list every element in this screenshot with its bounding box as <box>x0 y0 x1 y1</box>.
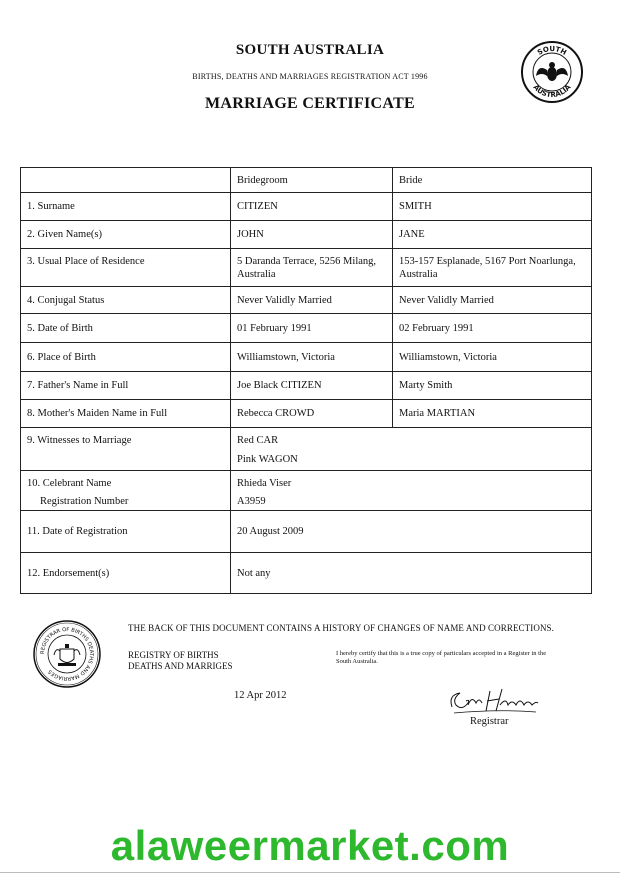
celebrant-registration-number: A3959 <box>237 496 266 507</box>
bridegroom-value: Never Validly Married <box>231 287 393 314</box>
table-row <box>21 400 592 428</box>
celebrant-name-label: 10. Celebrant Name <box>27 478 112 489</box>
row-label: 2. Given Name(s) <box>21 221 231 249</box>
registration-number-label: Registration Number <box>40 496 129 507</box>
bride-value: JANE <box>393 221 592 249</box>
registration-date-label: 11. Date of Registration <box>21 511 231 553</box>
row-label: 1. Surname <box>21 193 231 221</box>
endorsement-value: Not any <box>231 553 592 594</box>
column-header-bridegroom: Bridegroom <box>231 168 393 193</box>
column-header-bride: Bride <box>393 168 592 193</box>
witness-1: Red CAR <box>237 435 279 446</box>
bottom-divider <box>0 872 620 873</box>
bridegroom-value: CITIZEN <box>231 193 393 221</box>
celebrant-label-cell <box>21 471 231 511</box>
table-row <box>21 372 592 400</box>
registry-name <box>128 650 233 672</box>
registry-line-2: DEATHS AND MARRIGES <box>128 661 233 671</box>
table-row <box>21 221 592 249</box>
bridegroom-value: Rebecca CROWD <box>231 400 393 428</box>
act-subheading: BIRTHS, DEATHS AND MARRIAGES REGISTRATION ACT 1996 <box>192 72 428 81</box>
table-row <box>21 249 592 287</box>
witnesses-label: 9. Witnesses to Marriage <box>21 428 231 471</box>
endorsement-label: 12. Endorsement(s) <box>21 553 231 594</box>
row-label: 3. Usual Place of Residence <box>21 249 231 287</box>
south-australia-seal-icon <box>520 40 584 104</box>
celebrant-name: Rhieda Viser <box>237 478 292 489</box>
certificate-table <box>20 167 592 594</box>
registration-row <box>21 511 592 553</box>
svg-text:SOUTH: SOUTH <box>536 44 568 57</box>
registration-date: 20 August 2009 <box>231 511 592 553</box>
registrar-signature-icon <box>446 685 541 717</box>
svg-text:AUSTRALIA: AUSTRALIA <box>531 83 573 100</box>
bride-value: Never Validly Married <box>393 287 592 314</box>
table-row <box>21 343 592 372</box>
certification-statement: I hereby certify that this is a true copy of particulars accepted in a Register in the South Australia. <box>336 650 547 665</box>
row-label: 7. Father's Name in Full <box>21 372 231 400</box>
table-row <box>21 193 592 221</box>
bride-value: SMITH <box>393 193 592 221</box>
table-header-row <box>21 168 592 193</box>
bridegroom-value: JOHN <box>231 221 393 249</box>
endorsement-row <box>21 553 592 594</box>
registry-line-1: REGISTRY OF BIRTHS <box>128 650 219 660</box>
watermark-text: alaweermarket.com <box>110 822 510 869</box>
witness-2: Pink WAGON <box>237 454 298 465</box>
row-label: 8. Mother's Maiden Name in Full <box>21 400 231 428</box>
registrar-seal-icon <box>32 619 102 689</box>
bride-value: Maria MARTIAN <box>393 400 592 428</box>
bridegroom-value: 01 February 1991 <box>231 314 393 343</box>
table-row <box>21 314 592 343</box>
bridegroom-value: Joe Black CITIZEN <box>231 372 393 400</box>
table-row <box>21 287 592 314</box>
row-label: 4. Conjugal Status <box>21 287 231 314</box>
bride-value: 02 February 1991 <box>393 314 592 343</box>
bridegroom-value: 5 Daranda Terrace, 5256 Milang, Australia <box>231 249 393 287</box>
witnesses-row <box>21 428 592 471</box>
witnesses-value <box>231 428 592 471</box>
bride-value: 153-157 Esplanade, 5167 Port Noarlunga, Australia <box>393 249 592 287</box>
back-of-document-note: THE BACK OF THIS DOCUMENT CONTAINS A HISTORY OF CHANGES OF NAME AND CORRECTIONS. <box>128 623 554 633</box>
certificate-title: MARRIAGE CERTIFICATE <box>204 95 416 112</box>
table-header-empty <box>21 168 231 193</box>
bride-value: Marty Smith <box>393 372 592 400</box>
bridegroom-value: Williamstown, Victoria <box>231 343 393 372</box>
celebrant-value-cell <box>231 471 592 511</box>
row-label: 5. Date of Birth <box>21 314 231 343</box>
row-label: 6. Place of Birth <box>21 343 231 372</box>
issue-date: 12 Apr 2012 <box>234 690 287 701</box>
bride-value: Williamstown, Victoria <box>393 343 592 372</box>
svg-text:REGISTRAR OF BIRTHS DEATHS AND: REGISTRAR OF BIRTHS DEATHS AND MARRIAGES <box>39 626 95 682</box>
celebrant-row <box>21 471 592 511</box>
state-heading: SOUTH AUSTRALIA <box>235 42 385 58</box>
registrar-title: Registrar <box>470 716 509 727</box>
